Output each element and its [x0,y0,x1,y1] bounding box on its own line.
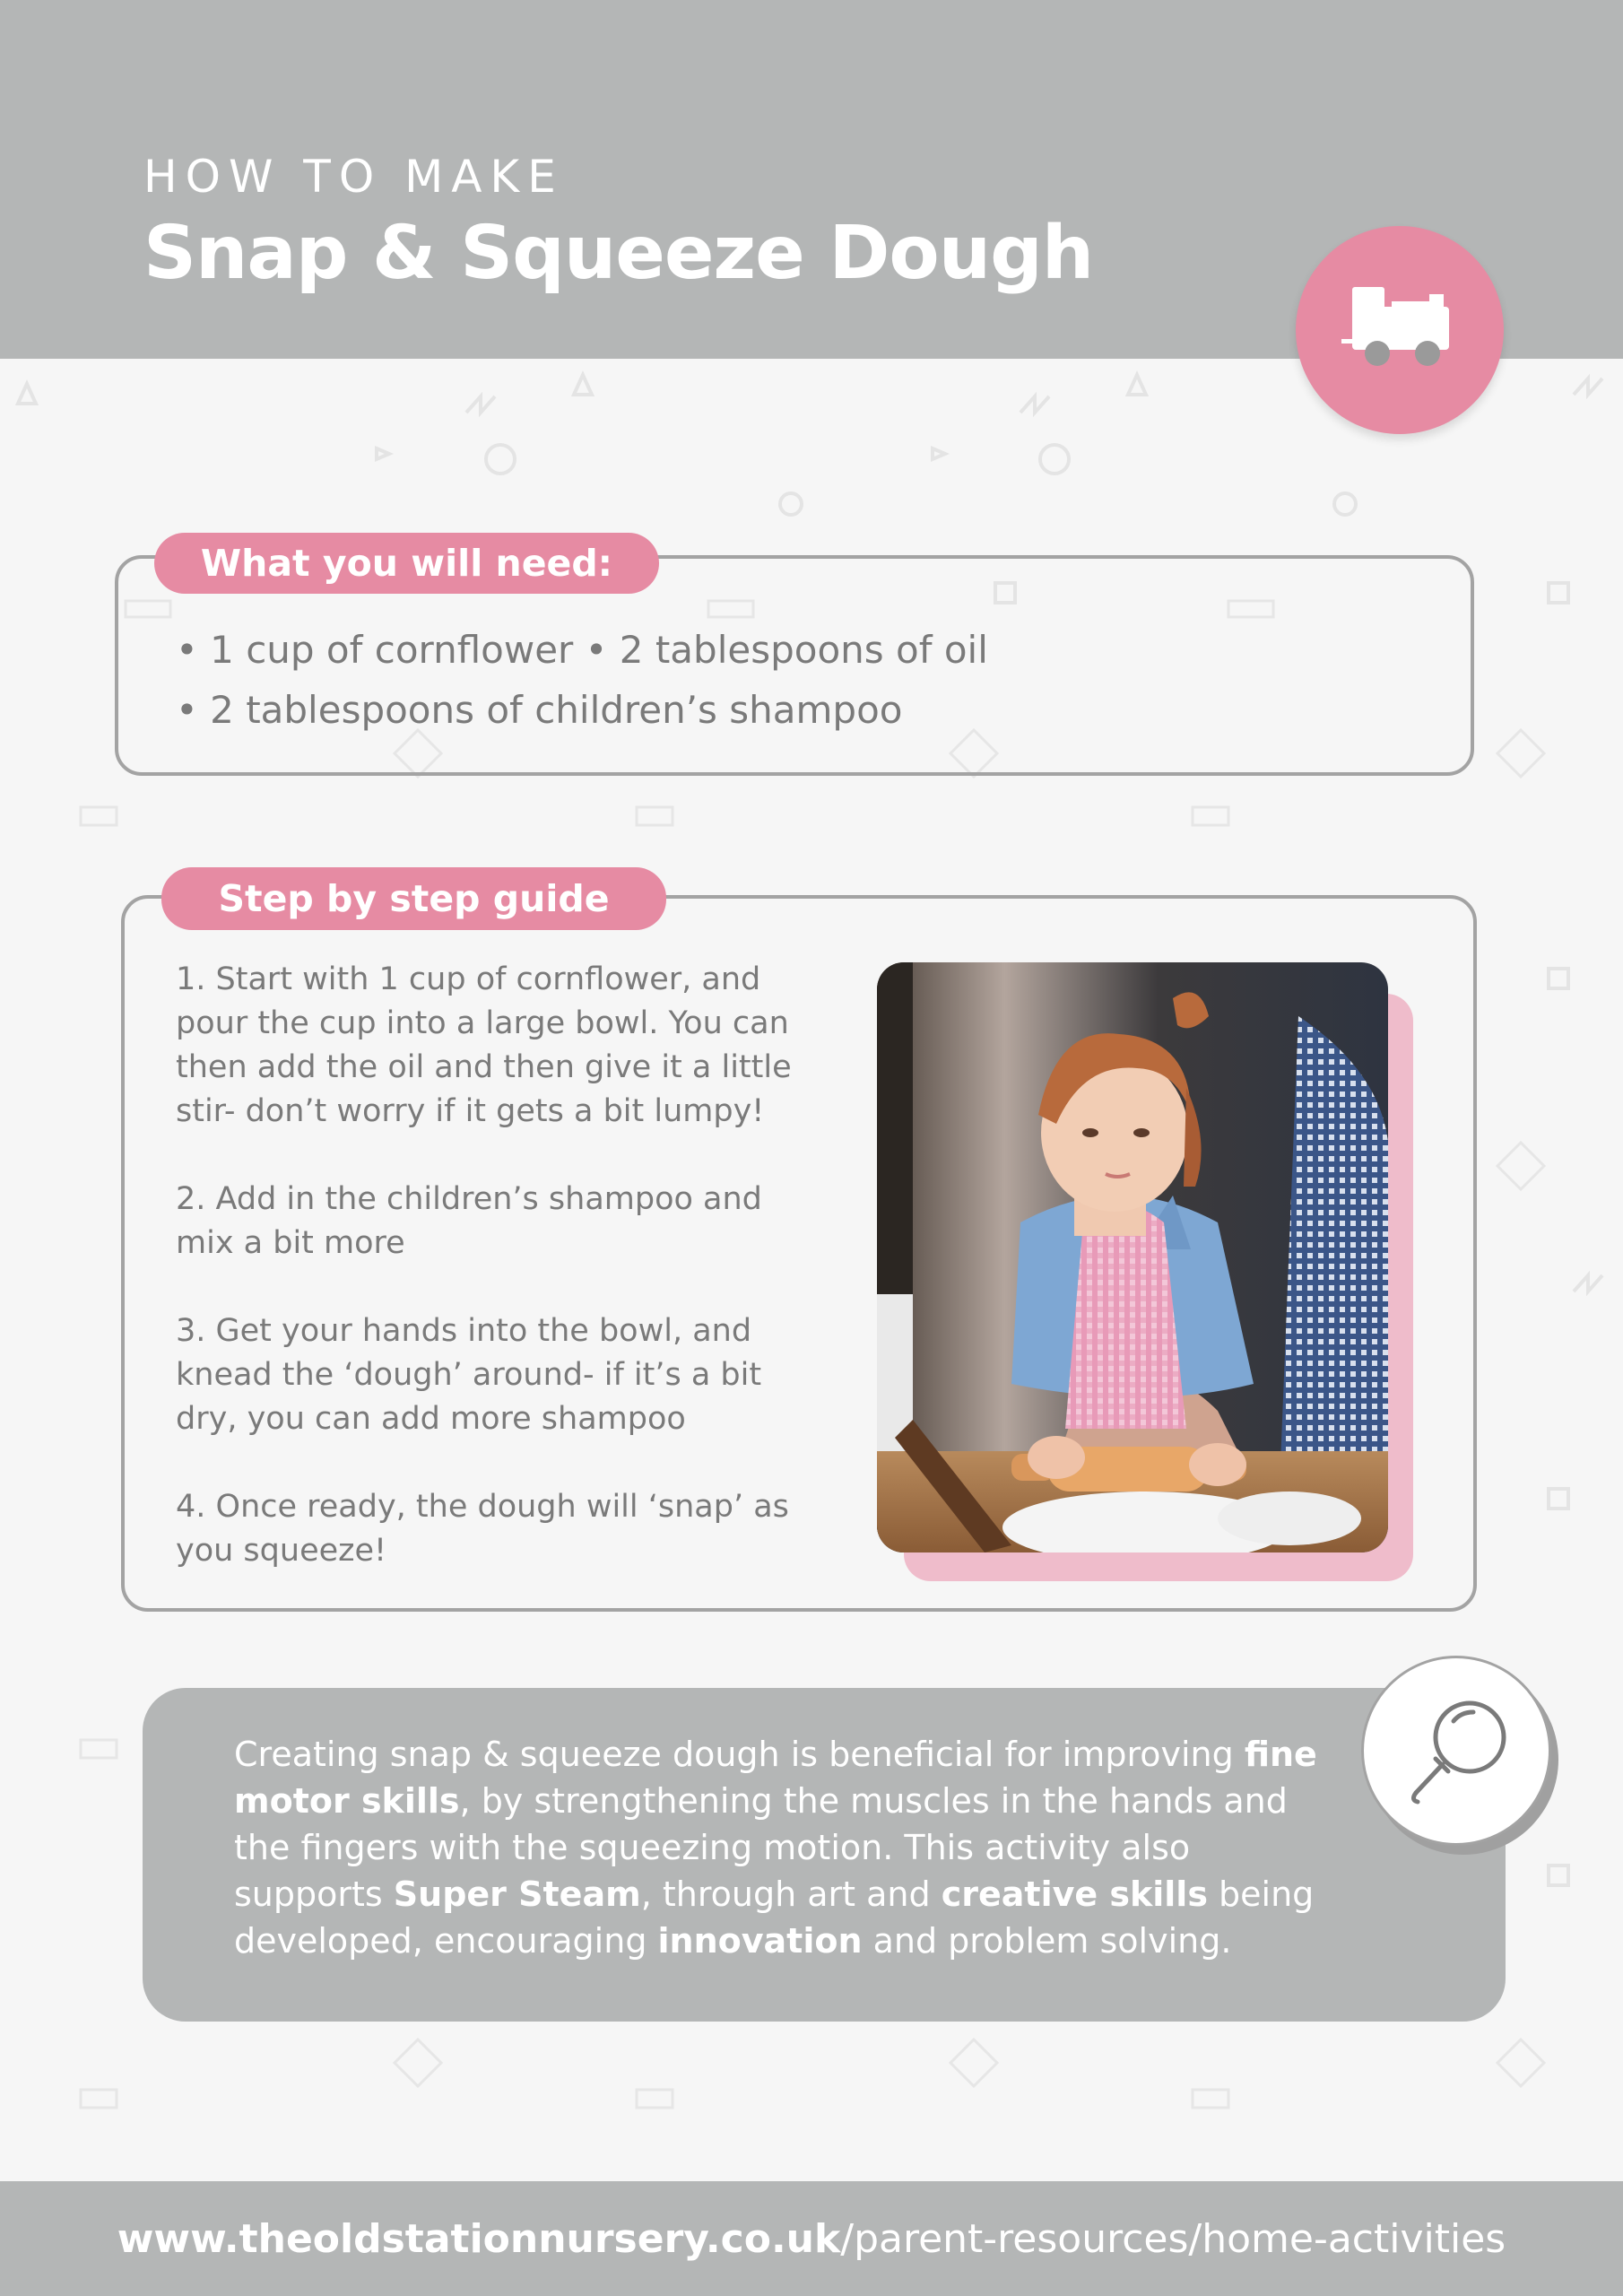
needs-line-2: • 2 tablespoons of children’s shampoo [176,688,903,732]
footer-url[interactable] [117,2216,1506,2262]
needs-line-1: • 1 cup of cornflower • 2 tablespoons of oil [176,628,988,672]
step-2: 2. Add in the children’s shampoo and mix a bit more [176,1181,762,1261]
steps-list [176,958,821,1617]
page-title: Snap & Squeeze Dough [143,211,1094,296]
train-badge [1296,226,1504,434]
benefit-segment: , by strengthening the muscles in the hands and the fingers with the squeezing motion. This activity also supports [234,1781,1288,1914]
header-eyebrow: HOW TO MAKE [143,151,564,203]
footer-domain: www.theoldstationnursery.co.uk [117,2215,841,2262]
magnifier-icon [1405,1696,1513,1809]
child-rolling-dough-photo [877,962,1388,1552]
benefit-text [234,1731,1337,1964]
footer-path: /parent-resources/home-activities [840,2215,1506,2262]
magnifier-badge [1361,1656,1551,1846]
needs-heading: What you will need: [154,533,659,594]
step-1: 1. Start with 1 cup of cornflower, and pour the cup into a large bowl. You can then add the oil and then give it a little stir- don’t worry if it gets a bit lumpy! [176,961,792,1129]
train-icon [1336,280,1462,378]
benefit-segment: Creating snap & squeeze dough is beneficial for improving [234,1735,1245,1774]
benefit-segment: and problem solving. [862,1921,1232,1961]
footer-bar [0,2181,1623,2296]
benefit-highlight: fine motor skills [234,1735,1317,1821]
step-4: 4. Once ready, the dough will ‘snap’ as you squeeze! [176,1489,789,1569]
benefit-highlight: creative skills [941,1874,1208,1914]
benefit-panel [143,1688,1506,2022]
guide-heading: Step by step guide [161,867,666,930]
benefit-segment: , through art and [640,1874,942,1914]
benefit-highlight: innovation [657,1921,863,1961]
benefit-segment: being developed, encouraging [234,1874,1315,1961]
step-3: 3. Get your hands into the bowl, and knead the ‘dough’ around- if it’s a bit dry, you can add more shampoo [176,1313,762,1437]
benefit-highlight: Super Steam [393,1874,641,1914]
